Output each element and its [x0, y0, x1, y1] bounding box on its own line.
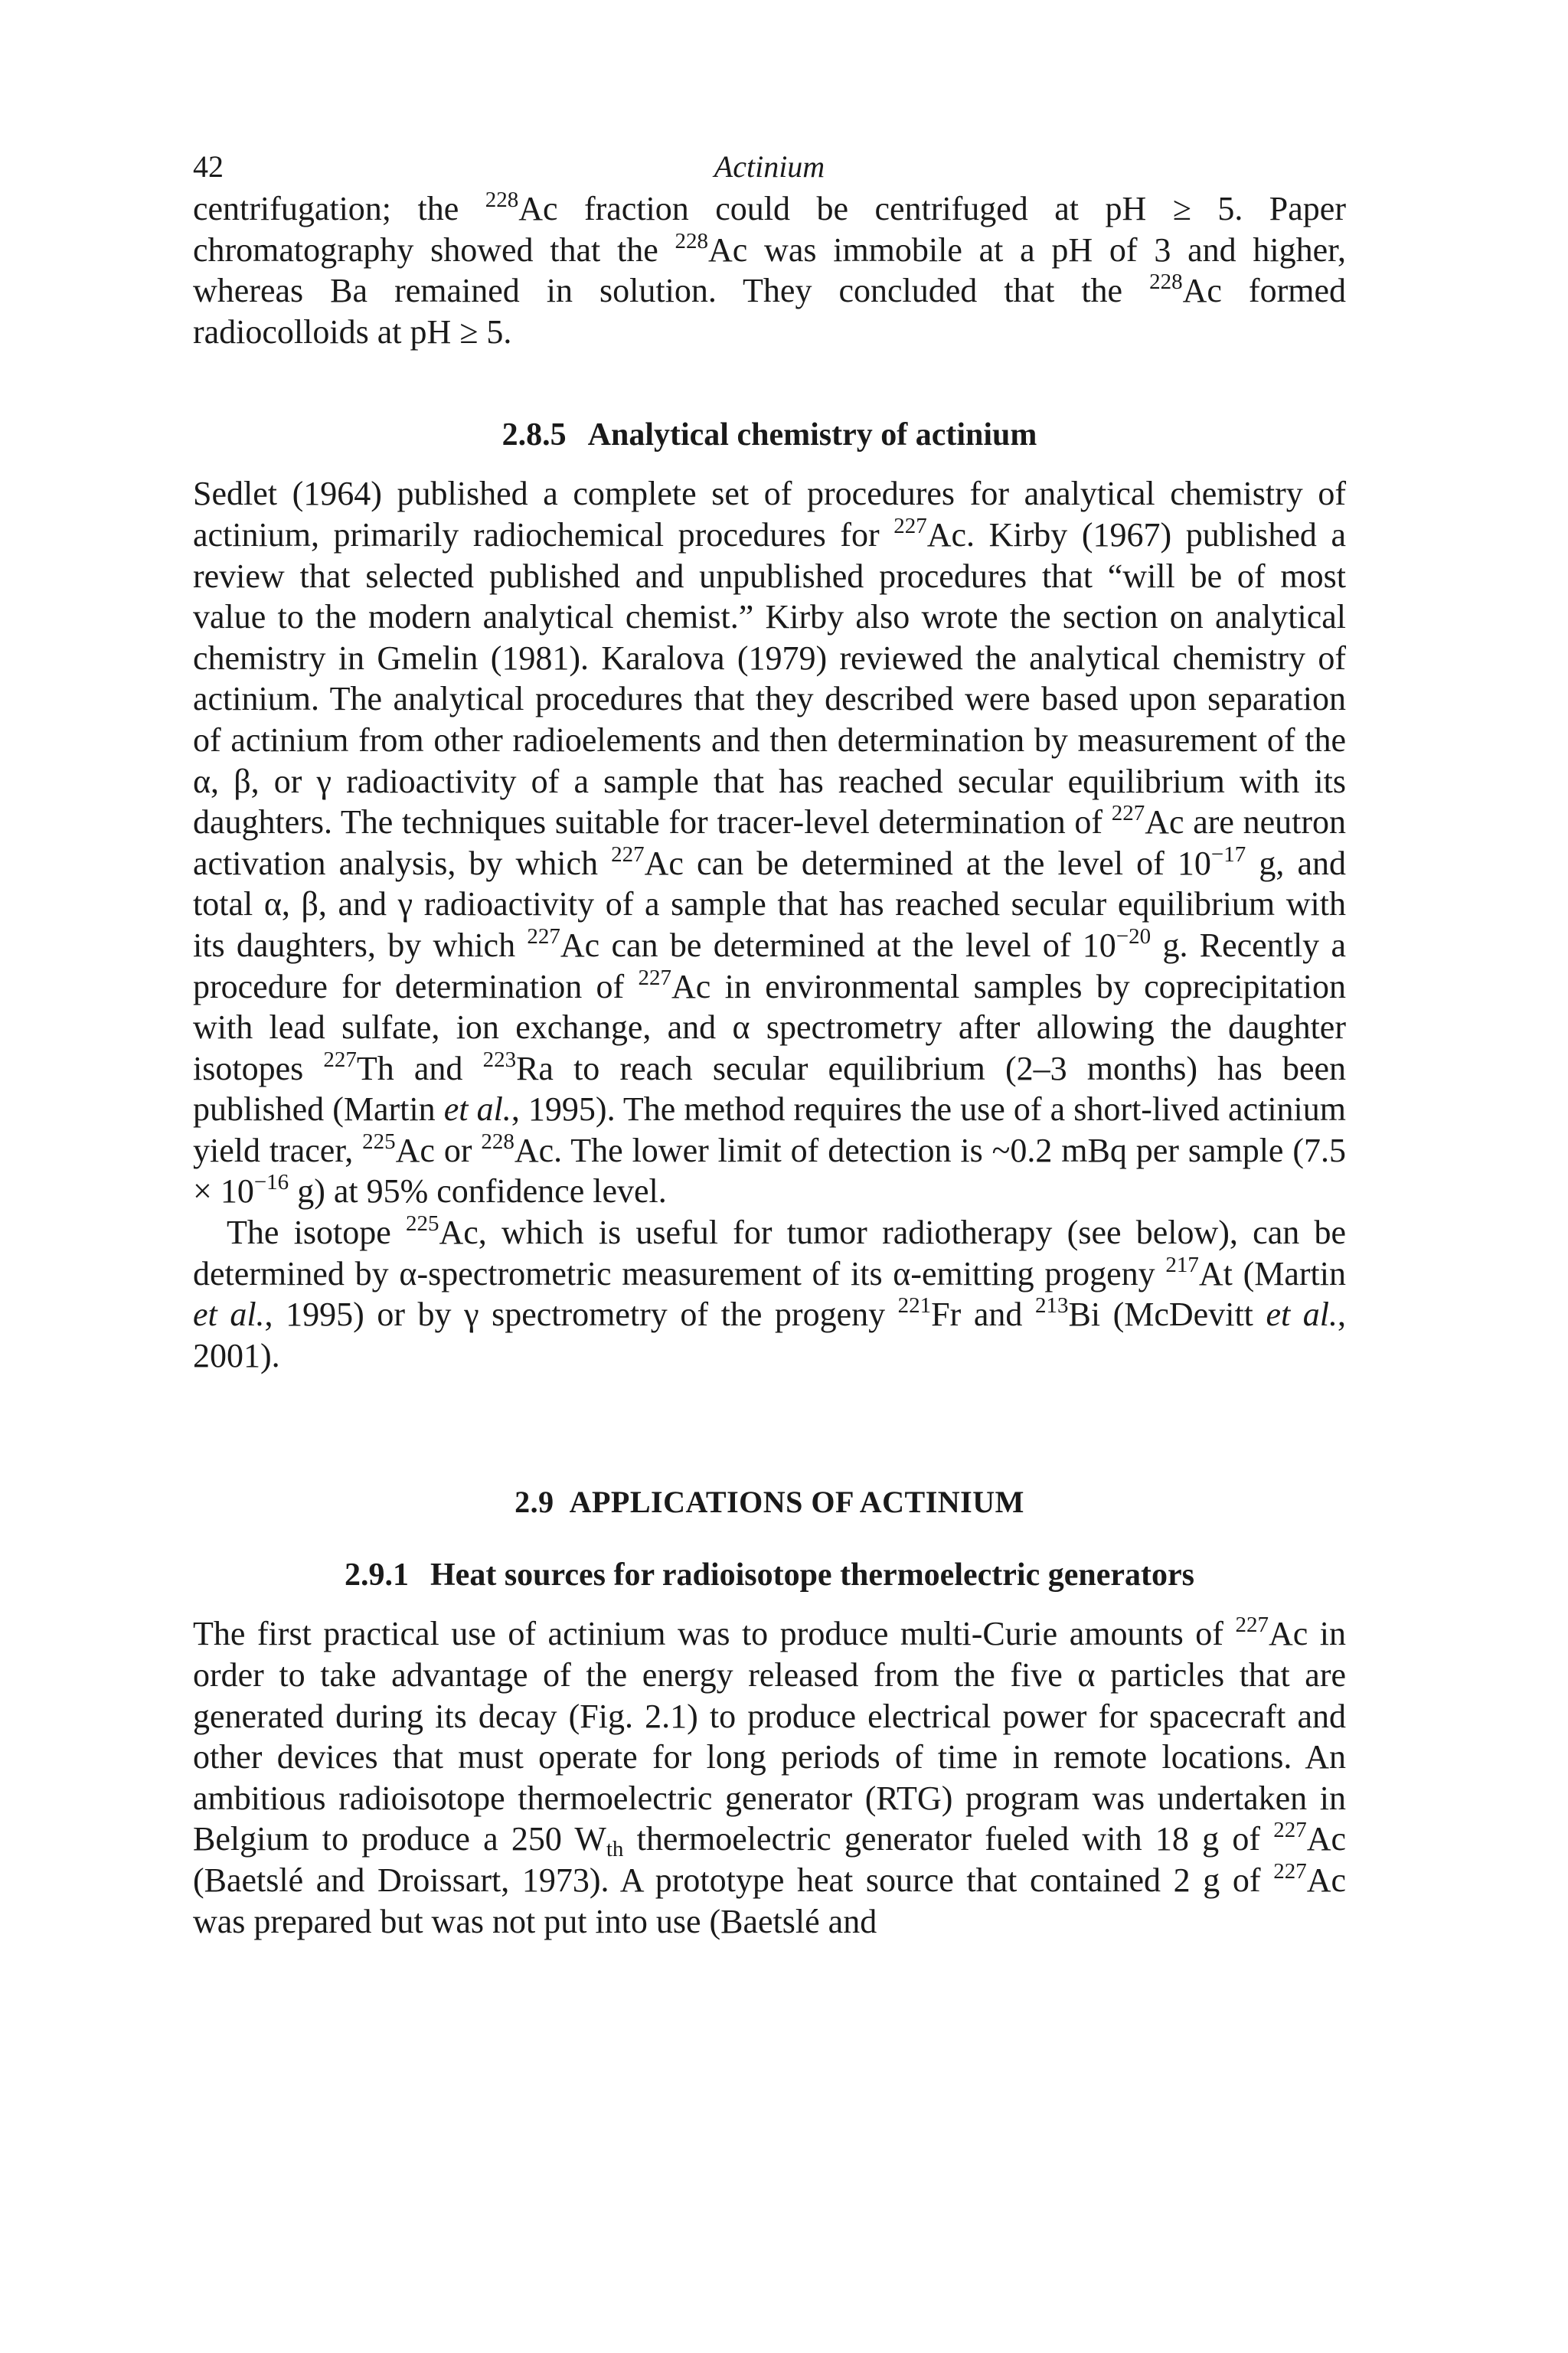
- paragraph-analytical-chemistry: Sedlet (1964) published a complete set of procedures for analytical chemistry of actinium, primarily radiochemical procedures for $^{227}$Ac. Kirby (1967) published a review that selected published and unpublished procedures that “will be of most value to the modern analytical chemist.” Kirby also wrote the section on analytical chemistry in Gmelin (1981). Karalova (1979) reviewed the analytical chemistry of actinium. The analytical procedures that they described were based upon separation of actinium from other radioelements and then determination by measurement of the α, β, or γ radioactivity of a sample that has reached secular equilibrium with its daughters. The techniques suitable for tracer-level determination of $^{227}$Ac are neutron activation analysis, by which $^{227}$Ac can be determined at the level of $10^{-17}$ g, and total α, β, and γ radioactivity of a sample that has reached secular equilibrium with its daughters, by which $^{227}$Ac can be determined at the level of $10^{-20}$ g. Recently a procedure for determination of $^{227}$Ac in environmental samples by coprecipitation with lead sulfate, ion exchange, and α spectrometry after allowing the daughter isotopes $^{227}$Th and $^{223}$Ra to reach secular equilibrium (2–3 months) has been published (Martin et al., 1995). The method requires the use of a short-lived actinium yield tracer, $^{225}$Ac or $^{228}$Ac. The lower limit of detection is ~0.2 mBq per sample ($7.5 \times 10^{-16}$ g) at 95% confidence level.: [193, 475, 1347, 1211]
- running-title: Actinium: [714, 149, 825, 184]
- page-number: 42: [193, 149, 224, 184]
- section-heading-2-8-5: 2.8.5 Analytical chemistry of actinium: [501, 417, 1037, 453]
- paragraph-continuation: centrifugation; the $^{228}$Ac fraction could be centrifuged at pH ≥ 5. Paper chromatography showed that the $^{228}$Ac was immobile at a pH of 3 and higher, whereas Ba remained in solution. They concluded that the $^{228}$Ac formed radiocolloids at pH ≥ 5.: [193, 188, 1346, 351]
- section-heading-2-9: 2.9 APPLICATIONS OF ACTINIUM: [514, 1485, 1024, 1520]
- section-heading-2-9-1: 2.9.1 Heat sources for radioisotope thermoelectric generators: [345, 1557, 1194, 1593]
- paragraph-heat-sources: The first practical use of actinium was to produce multi-Curie amounts of $^{227}$Ac in order to take advantage of the energy released from the five α particles that are generated during its decay (Fig. 2.1) to produce electrical power for spacecraft and other devices that must operate for long periods of time in remote locations. An ambitious radioisotope thermoelectric generator (RTG) program was undertaken in Belgium to produce a 250 $W_{th}$ thermoelectric generator fueled with 18 g of $^{227}$Ac (Baetslé and Droissart, 1973). A prototype heat source that contained 2 g of $^{227}$Ac was prepared but was not put into use (Baetslé and: [193, 1613, 1347, 1940]
- paragraph-isotope-225: The isotope $^{225}$Ac, which is useful for tumor radiotherapy (see below), can be determined by α-spectrometric measurement of its α-emitting progeny $^{217}$At (Martin et al., 1995) or by γ spectrometry of the progeny $^{221}$Fr and $^{213}$Bi (McDevitt et al., 2001).: [193, 1211, 1347, 1374]
- page: [193, 145, 1346, 1942]
- page-header: [193, 145, 1346, 188]
